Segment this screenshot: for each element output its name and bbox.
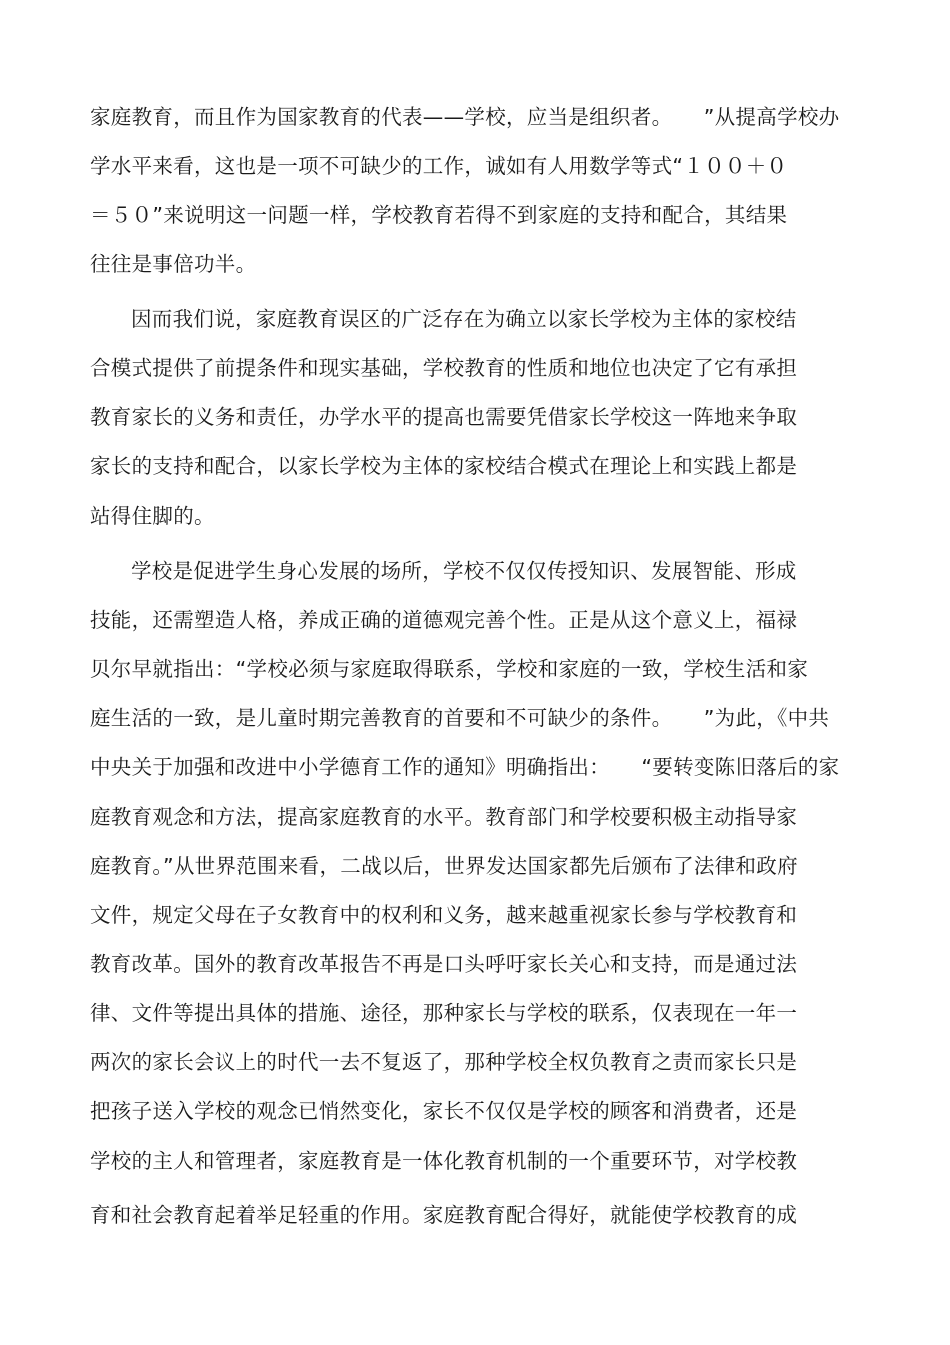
- text-line: 站得住脚的。: [90, 504, 215, 528]
- text-line: 学校的主人和管理者，家庭教育是一体化教育机制的一个重要环节，对学校教: [90, 1149, 798, 1173]
- paragraph-first-line: 学校是促进学生身心发展的场所，学校不仅仅传授知识、发展智能、形成: [131, 559, 797, 583]
- text-line: 把孩子送入学校的观念已悄然变化，家长不仅仅是学校的顾客和消费者，还是: [90, 1099, 798, 1123]
- text-line: 贝尔早就指出：“学校必须与家庭取得联系，学校和家庭的一致，学校生活和家: [90, 657, 809, 681]
- text-line: 文件，规定父母在子女教育中的权利和义务，越来越重视家长参与学校教育和: [90, 903, 798, 927]
- text-line: 育和社会教育起着举足轻重的作用。家庭教育配合得好，就能使学校教育的成: [90, 1203, 798, 1227]
- text-line: 中央关于加强和改进中小学德育工作的通知》明确指出： “要转变陈旧落后的家: [90, 755, 840, 779]
- text-line: 两次的家长会议上的时代一去不复返了，那种学校全权负教育之责而家长只是: [90, 1050, 798, 1074]
- text-line: 教育家长的义务和责任，办学水平的提高也需要凭借家长学校这一阵地来争取: [90, 405, 798, 429]
- text-line: 家长的支持和配合，以家长学校为主体的家校结合模式在理论上和实践上都是: [90, 454, 798, 478]
- paragraph-first-line: 因而我们说，家庭教育误区的广泛存在为确立以家长学校为主体的家校结: [131, 307, 797, 331]
- text-line: 往往是事倍功半。: [90, 252, 257, 276]
- text-line: 庭生活的一致，是儿童时期完善教育的首要和不可缺少的条件。 ”为此，《中共: [90, 706, 830, 730]
- text-line: ＝５０”来说明这一问题一样，学校教育若得不到家庭的支持和配合，其结果: [90, 203, 788, 227]
- text-line: 律、文件等提出具体的措施、途径，那种家长与学校的联系，仅表现在一年一: [90, 1001, 798, 1025]
- text-line: 技能，还需塑造人格，养成正确的道德观完善个性。正是从这个意义上，福禄: [90, 608, 798, 632]
- text-line: 庭教育。”从世界范围来看，二战以后，世界发达国家都先后颁布了法律和政府: [90, 854, 798, 878]
- text-line: 学水平来看，这也是一项不可缺少的工作，诚如有人用数学等式“１００＋０: [90, 154, 788, 178]
- text-line: 合模式提供了前提条件和现实基础，学校教育的性质和地位也决定了它有承担: [90, 356, 798, 380]
- text-line: 教育改革。国外的教育改革报告不再是口头呼吁家长关心和支持，而是通过法: [90, 952, 798, 976]
- text-line: 家庭教育，而且作为国家教育的代表——学校，应当是组织者。 ”从提高学校办: [90, 105, 840, 129]
- text-line: 庭教育观念和方法，提高家庭教育的水平。教育部门和学校要积极主动指导家: [90, 805, 798, 829]
